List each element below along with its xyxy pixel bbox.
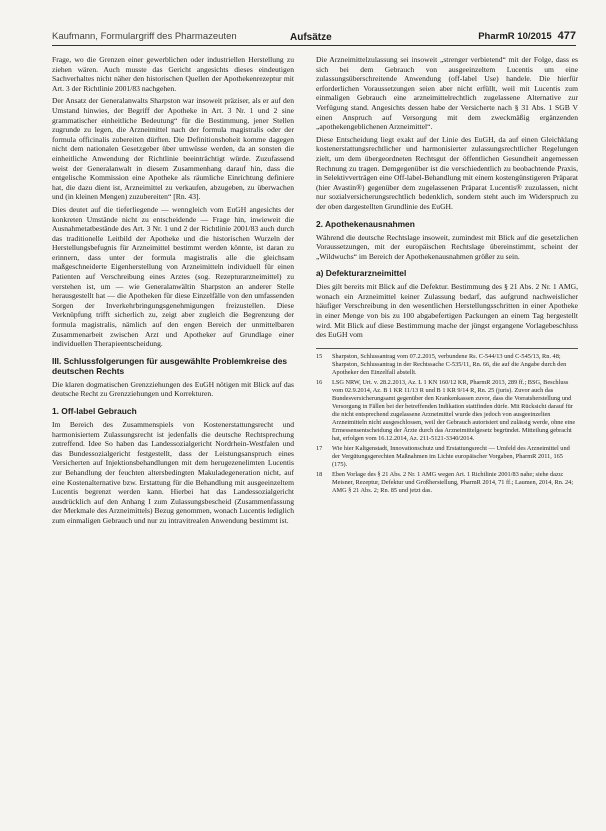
paragraph: Im Bereich des Zusammenspiels von Kostenerstattungsrecht und harmonisiertem Zulassungsrecht ist jedenfalls die deutsche Rechtsprechung zutreffend. Idee So haben das Landessozialgericht Nordrhein-Westfalen und das Bundessozialgericht festgestellt, dass der Leistungsanspruch eines Versicherten auf Injektionsbehandlungen mit dem herugezenelimten Lucentis zur Behandlung der feuchten altersbedingten Makuladegeneration nicht, auf eine Kostenalternative bzw. Erstattung für die Behandlung mit ausgeeinzeltem Lucentis begrenzt werden kann. Hierbei hat das Landessozialgericht ausdrücklich auf den Anhang I zum Zulassungsbescheid (Zusammenfassung der Merkmale des Arzneimittels) Bezug genommen, wonach Lucentis lediglich zum einmaligen Gebrauch und nur zu intravitrealen Anwendung bestimmt ist.: [52, 420, 294, 525]
left-column: [52, 55, 294, 529]
paragraph: Diese Entscheidung liegt exakt auf der Linie des EuGH, da auf einen Gleichklang kostenerstattungsrechtlicher und harmonisierter zulassungsrechtlicher Regelungen zielt, um dem übergeordneten Rechtsgut der öffentlichen Gesundheit angemessen Rechnung zu tragen. Demgegenüber ist die verschiedentlich zu beobachtende Praxis, in Selektivverträgen eine Off-label-Behandlung mit einem kostengünstigeren Präparat (hier Avastin®) gegenüber dem zugelassenen Präparat Lucentis® zuzulassen, nicht nur sozialversicherungsrechtlich bedenklich, sondern steht auch im Widerspruch zu der oben dargestellten Grundlinie des EuGH.: [316, 134, 578, 211]
paragraph: Dies deutet auf die tieferliegende — wenngleich vom EuGH angesichts der konkreten Umstände nicht zu entscheidende — Frage hin, inwieweit die Ausnahmetatbestände des Art. 3 Nr. 1 und 2 der Richtlinie 2001/83 auch durch das traditionelle Leitbild der Apotheke und die historischen Wurzeln der Herstellungsbefugnis für Arzneimittel bestimmt werden könnte, ist daran zu erinnern, dass unter der formula magistralis alle die gleichsam maßgeschneiderte Eigenherstellung von Arzneimitteln individuell für einen Patienten auf Verschreibung eines Arztes (sog. Rezepturarzneimittel) zu verstehen ist, um — wie Generalanwältin Sharpston an anderer Stelle herausgestellt hat — die Apotheken für diese Einzelfälle von den umfassenden Sorgen der Inverkehrbringungsgenehmigungen freizustellen. Diese Verknüpfung trifft sicherlich zu, zeigt aber zugleich die Begrenzung der formula magistralis, nämlich auf den engen Bereich der unmittelbaren Zusammenarbeit zwischen Arzt und Apotheker auf Grundlage einer individuellen Therapieentscheidung.: [52, 204, 294, 349]
footnote-text: Wie hier Kaltgenstadt, Innovationschutz und Erstattungsrecht — Umfeld des Arzneimittel und der Vergütungsgerechten Maßnahmen im Lichte europäischer Vorgaben, PharmR 2011, 165 (175).: [332, 444, 570, 468]
journal-issue: [478, 30, 576, 42]
footnote-number: 18: [316, 470, 323, 478]
paragraph: Während die deutsche Rechtslage insoweit, zumindest mit Blick auf die gesetzlichen Voraussetzungen, mit der europäischen Rechtslage übereinstimmt, scheint der „Wildwuchs“ im Bereich der Apothekenausnahmen größer zu sein.: [316, 232, 578, 261]
section-label: Aufsätze: [290, 32, 332, 43]
paragraph: Frage, wo die Grenzen einer gewerblichen oder industriellen Herstellung zu ziehen wären. Auch musste das Gericht angesichts dieses eindeutigen Sachverhaltes nicht näher den historischen Quellen der Apothekenrezeptur mit Art. 3 der Richtlinie 2001/83 nachgehen.: [52, 55, 294, 93]
subsection-heading-a: a) Defekturarzneimittel: [316, 268, 407, 279]
right-column: [316, 55, 578, 497]
footnote: [316, 353, 578, 377]
subsection-heading-2: 2. Apothekenausnahmen: [316, 218, 415, 229]
paragraph: Dies gilt bereits mit Blick auf die Defektur. Bestimmung des § 21 Abs. 2 Nr. 1 AMG, wonach ein Arzneimittel keiner Zulassung bedarf, das aufgrund nachweislicher häufiger Verschreibung in den wesentlichen Herstellungsschritten in einer Apotheke in einer Menge von bis zu 100 abgabefertigen Packungen an einem Tag hergestellt wird. Mit Blick auf diese Bestimmung mache der jüngst ergangene Vorlagebeschluss des EuGH vom: [316, 282, 578, 340]
subsection-heading-1: 1. Off-label Gebrauch: [52, 406, 137, 416]
footnote-text: Sharpston, Schlussantrag vom 07.2.2015, verbundene Rs. C-544/13 und C-545/13, Rn. 48; Sharpston, Schlussantrag in der Rechtssache C-535/11, Rn. 66, die auf die Angabe durch den Apotheker den Einzelfall abstellt.: [332, 352, 567, 376]
page-header: [52, 27, 576, 47]
journal-name: PharmR 10/2015: [478, 31, 552, 42]
footnote-number: 17: [316, 444, 323, 452]
paragraph: Die Arzneimittelzulassung sei insoweit „strenger verbietend“ mit der Folge, dass es sich bei dem Gebrauch von ausgeeinzeltem Lucentis um eine zulassungsüberschreitende Anwendung (off-label Use) handele. Die hierfür erforderlichen Voraussetzungen seien aber nicht erfüllt, weil mit Lucentis zum einmaligen Gebrauch eine arzneimittelrechtlich zugelassene Alternative zur Verfügung stand. Angesichts dessen habe der Versicherte nach § 31 Abs. 1 SGB V einen Anspruch auf Versorgung mit dem zweckmäßig ergänzenden „apothekengeblichenen Arzneimittel“.: [316, 55, 578, 132]
footnote: [316, 445, 578, 469]
running-title: Kaufmann, Formulargriff des Pharmazeuten: [52, 31, 237, 42]
section-heading-iii: III. Schlussfolgerungen für ausgewählte Problemkreise des deutschen Rechts: [52, 355, 288, 376]
footnote: [316, 379, 578, 443]
footnotes: [316, 348, 578, 495]
footnote-text: Eben Vorlage des § 21 Abs. 2 Nr. 1 AMG wegen Art. 1 Richtlinie 2001/83 nahe; siehe dazu: Meisner, Rezeptur, Defektur und Großherstellung, PharmR 2014, 71 ff.; Laumen, 2014, Rn. 24; AMG § 21 Abs. 2; Rn. 85 und jetzt das.: [332, 470, 574, 494]
footnote-number: 16: [316, 378, 323, 386]
footnote-text: LSG NRW, Urt. v. 28.2.2013, Az. L 1 KN 160/12 KR, PharmR 2013, 289 ff.; BSG, Beschluss vom 02.9.2014, Az. B 1 KR 11/13 R und B 1 KR 9/14 R, Rn. 25 (juris). Zuvor auch das Bundesversicherungsamt gegenüber den Krankenkassen zuvor, dass die Vorratsherstellung und Versorgung in Fällen bei der betreffenden Indikation stattfinden dürfe. Mit Rücksicht darauf für die nicht entsprechend zugelassene Arzneimittel wurde dies jedoch von ausgeeinzelten Arzneimitteln nicht ausgeschlossen, weil der Gebrauch autorisiert und zulässig werde, ohne eine Ermessensentscheidung der Ärzte durch das Arzneimittelgesetz begründet. Mitteilung gebracht hat, erfolgen vom 16.12.2014, Az. 211-5121-3340/2014.: [332, 378, 576, 442]
paragraph: Der Ansatz der Generalanwalts Sharpston war insoweit präziser, als er auf den Umstand hinwies, der Begriff der Apotheke in Art. 3 Nr. 1 und 2 sine grammatischer einheitliche Bedeutung“ für die Bestimmung, jener Stellen zugrunde zu legen, die Arzneimittel nach der formula magistralis oder der formula officinalis zubereiten dürften. Die Definitionshoheit komme dagegen nicht dem nationalen Gesetzgeber über umwüsse werden, da an sonsten die einheitliche Anwendung der Richtlinie beeinträchtigt würde. Zuzufassend weist der Generalanwalt in diesem Zusammenhang darauf hin, dass die entgelische Kommission eine Apotheke als räumliche Einrichtung definiere hat, die dazu dient ist, Arzneimittel zu verkaufen, abzugeben, zu überwachen und (in kleinen Mengen) zuzubereiten“ [Rn. 43].: [52, 96, 294, 202]
header-rule: [52, 45, 576, 46]
page-number: 477: [557, 30, 576, 42]
footnote-number: 15: [316, 352, 323, 360]
footnote: [316, 471, 578, 495]
paragraph: Die klaren dogmatischen Grenzziehungen des EuGH nötigen mit Blick auf das deutsche Recht zu Grenzziehungen und Korrekturen.: [52, 379, 294, 399]
